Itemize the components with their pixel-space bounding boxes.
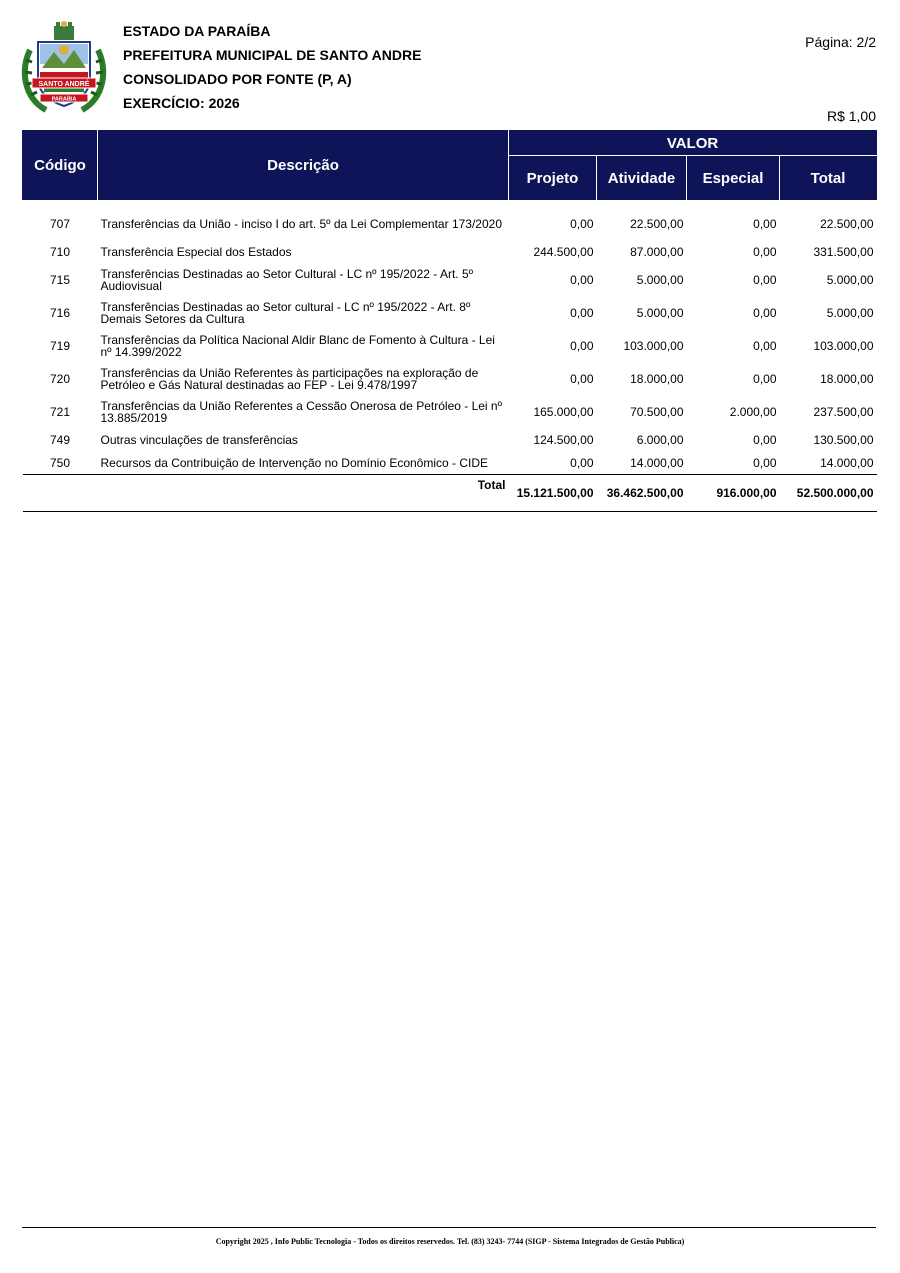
footer-divider	[22, 1227, 876, 1228]
row-description: Transferência Especial dos Estados	[100, 244, 292, 259]
column-header-atividade: Atividade	[597, 156, 687, 201]
row-total: 22.500,00	[820, 216, 874, 231]
row-especial: 0,00	[753, 455, 777, 470]
currency-unit: R$ 1,00	[826, 108, 876, 124]
row-projeto: 165.000,00	[533, 404, 594, 419]
totals-especial: 916.000,00	[687, 475, 780, 512]
row-code: 715	[49, 272, 71, 287]
column-header-total: Total	[780, 156, 877, 201]
report-title: CONSOLIDADO POR FONTE (P, A)	[123, 71, 352, 87]
totals-row	[23, 475, 877, 512]
row-projeto: 0,00	[570, 272, 594, 287]
table-row	[23, 207, 877, 240]
table-row	[23, 362, 877, 395]
municipal-crest-logo	[20, 20, 108, 116]
column-header-especial: Especial	[687, 156, 780, 201]
totals-atividade: 36.462.500,00	[597, 475, 687, 512]
row-code: 710	[49, 244, 71, 259]
row-description: Transferências da União Referentes às participações na exploração de Petróleo e Gás Natural destinadas ao FEP - Lei 9.478/1997	[100, 365, 479, 392]
row-total: 18.000,00	[820, 371, 874, 386]
table-row	[23, 329, 877, 362]
row-description: Recursos da Contribuição de Intervenção no Domínio Econômico - CIDE	[100, 455, 489, 470]
row-atividade: 6.000,00	[636, 432, 684, 447]
row-atividade: 18.000,00	[630, 371, 684, 386]
page-number: Página: 2/2	[805, 34, 876, 50]
row-projeto: 124.500,00	[533, 432, 594, 447]
row-code: 721	[49, 404, 71, 419]
crest-banner-bottom: PARAÍBA	[51, 96, 77, 103]
crest-banner-top: SANTO ANDRÉ	[38, 81, 90, 88]
row-code: 707	[49, 216, 71, 231]
row-especial: 0,00	[753, 371, 777, 386]
row-atividade: 5.000,00	[636, 305, 684, 320]
row-projeto: 0,00	[570, 305, 594, 320]
row-atividade: 14.000,00	[630, 455, 684, 470]
row-especial: 0,00	[753, 338, 777, 353]
table-row	[23, 451, 877, 475]
row-projeto: 244.500,00	[533, 244, 594, 259]
row-total: 14.000,00	[820, 455, 874, 470]
row-total: 5.000,00	[826, 305, 874, 320]
table-row	[23, 240, 877, 263]
row-code: 719	[49, 338, 71, 353]
row-atividade: 87.000,00	[630, 244, 684, 259]
row-especial: 0,00	[753, 432, 777, 447]
municipality-name: PREFEITURA MUNICIPAL DE SANTO ANDRE	[123, 47, 422, 63]
row-description: Transferências da União Referentes a Cessão Onerosa de Petróleo - Lei nº 13.885/2019	[100, 398, 502, 425]
state-name: ESTADO DA PARAÍBA	[123, 23, 271, 39]
totals-label: Total	[98, 475, 509, 512]
row-especial: 0,00	[753, 244, 777, 259]
row-projeto: 0,00	[570, 338, 594, 353]
row-code: 716	[49, 305, 71, 320]
column-header-description: Descrição	[98, 131, 509, 201]
revenue-table	[22, 130, 877, 512]
row-code: 750	[49, 455, 71, 470]
row-description: Transferências da União - inciso I do art. 5º da Lei Complementar 173/2020	[100, 216, 502, 231]
row-atividade: 103.000,00	[623, 338, 684, 353]
row-especial: 0,00	[753, 305, 777, 320]
exercise-year: EXERCÍCIO: 2026	[123, 95, 240, 111]
row-atividade: 70.500,00	[630, 404, 684, 419]
row-description: Outras vinculações de transferências	[100, 432, 298, 447]
totals-projeto: 15.121.500,00	[509, 475, 597, 512]
column-header-projeto: Projeto	[509, 156, 597, 201]
row-atividade: 5.000,00	[636, 272, 684, 287]
row-especial: 0,00	[753, 216, 777, 231]
row-projeto: 0,00	[570, 216, 594, 231]
row-especial: 2.000,00	[729, 404, 777, 419]
row-description: Transferências da Política Nacional Aldir Blanc de Fomento à Cultura - Lei nº 14.399/2022	[100, 332, 495, 359]
row-total: 103.000,00	[813, 338, 874, 353]
report-header	[123, 21, 421, 117]
table-row	[23, 428, 877, 451]
row-code: 720	[49, 371, 71, 386]
row-description: Transferências Destinadas ao Setor cultural - LC nº 195/2022 - Art. 8º Demais Setores da Cultura	[100, 299, 471, 326]
row-projeto: 0,00	[570, 455, 594, 470]
row-code: 749	[49, 432, 71, 447]
footer-copyright: Copyright 2025 , Info Public Tecnologia - Todos os direitos reservedos. Tel. (83) 3243- 7744 (SIGP - Sistema Integrados de Gestão Publica)	[215, 1237, 685, 1246]
table-row	[23, 296, 877, 329]
column-group-valor: VALOR	[509, 131, 877, 156]
row-total: 331.500,00	[813, 244, 874, 259]
row-total: 5.000,00	[826, 272, 874, 287]
row-description: Transferências Destinadas ao Setor Cultural - LC nº 195/2022 - Art. 5º Audiovisual	[100, 266, 474, 293]
row-atividade: 22.500,00	[630, 216, 684, 231]
column-header-code: Código	[23, 131, 98, 201]
table-row	[23, 263, 877, 296]
row-especial: 0,00	[753, 272, 777, 287]
table-row	[23, 395, 877, 428]
row-total: 130.500,00	[813, 432, 874, 447]
row-projeto: 0,00	[570, 371, 594, 386]
totals-total: 52.500.000,00	[780, 475, 877, 512]
row-total: 237.500,00	[813, 404, 874, 419]
